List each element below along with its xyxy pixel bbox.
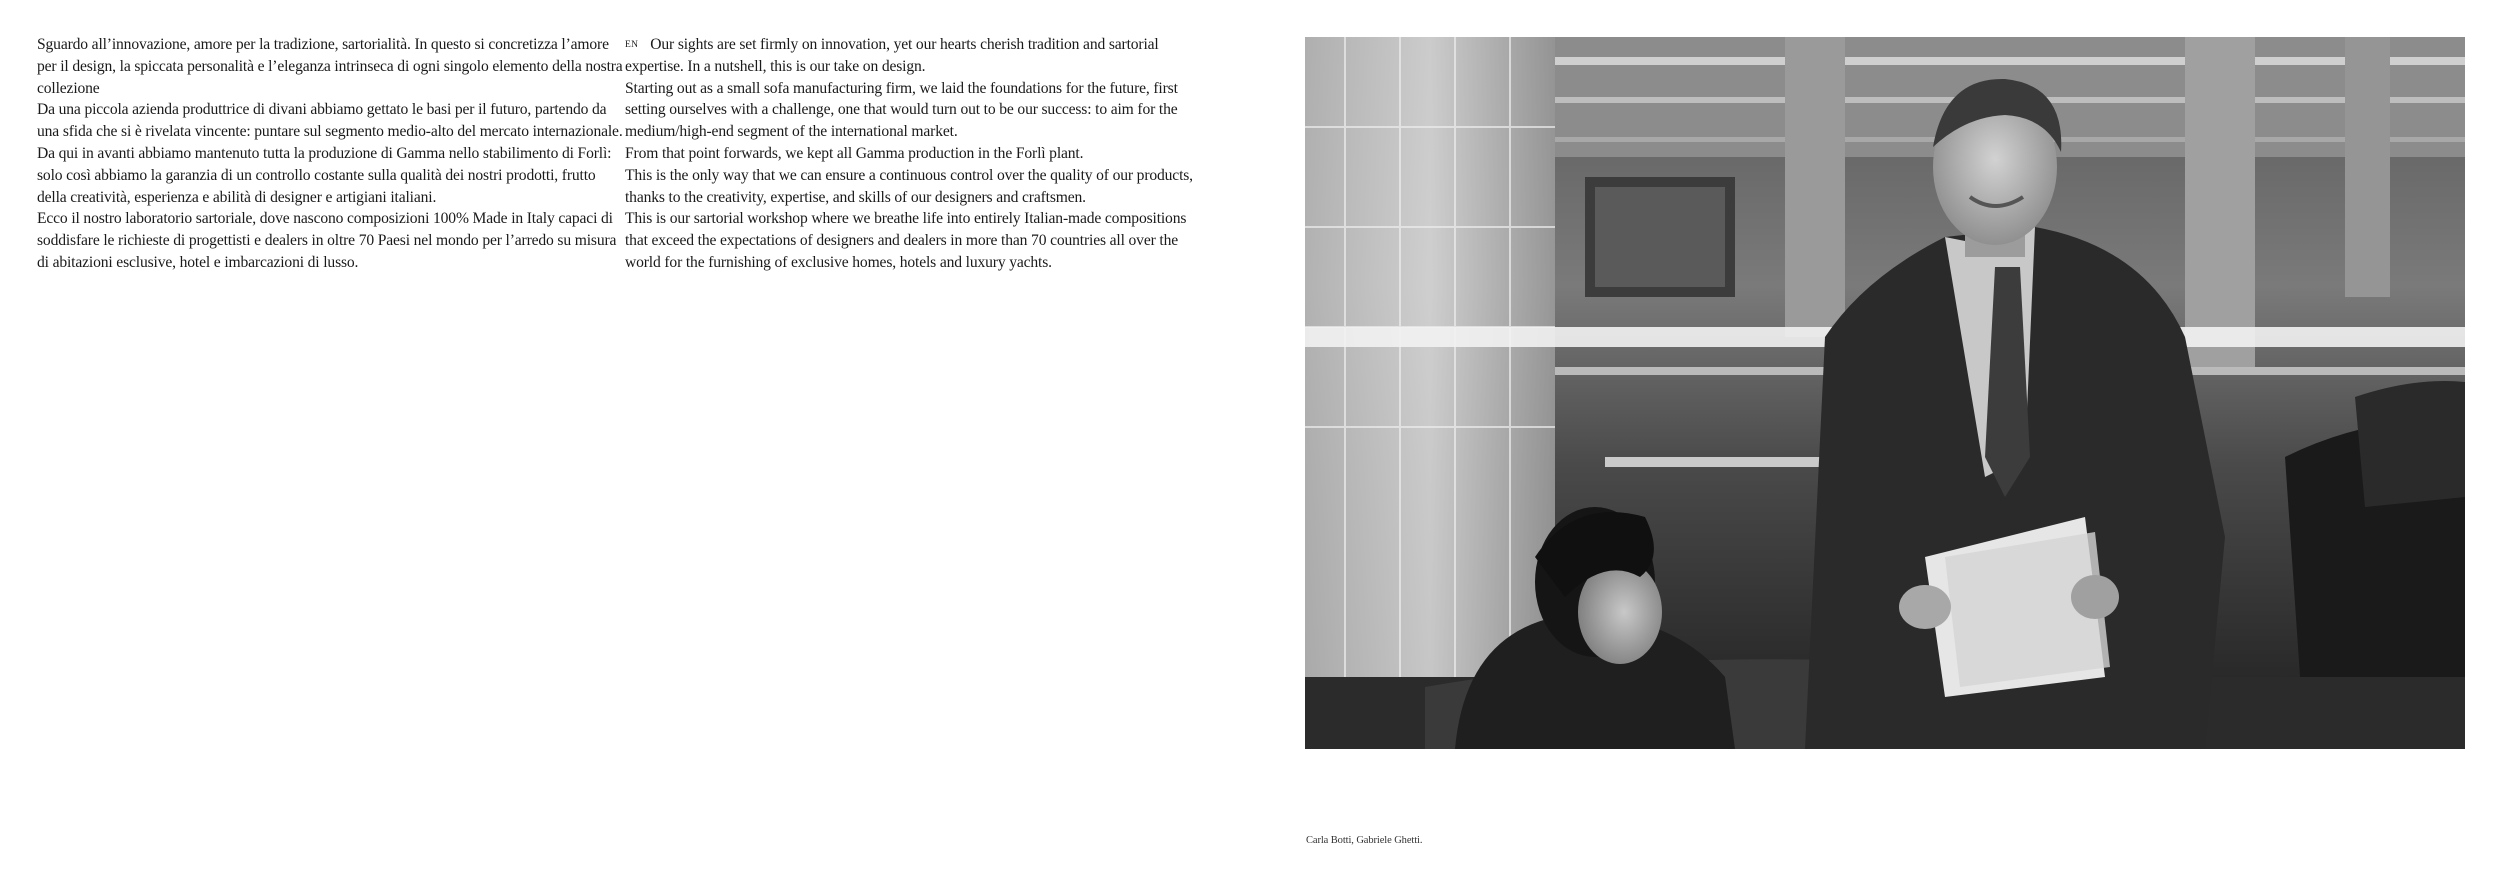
english-paragraph-2: Starting out as a small sofa manufacturing firm, we laid the foundations for the future, first setting ourselves with a challenge, one that would turn out to be our success: to aim for the medium/high-end segment of the international market. xyxy=(625,79,1178,141)
english-paragraph-1-text: Our sights are set firmly on innovation, yet our hearts cherish tradition and sartorial expertise. In a nutshell, this is our take on design. xyxy=(625,36,1159,75)
english-paragraph-1 xyxy=(625,34,1210,78)
english-paragraph-4: This is the only way that we can ensure a continuous control over the quality of our products, thanks to the creativity, expertise, and skills of our designers and craftsmen. xyxy=(625,166,1193,206)
language-tag-en: EN xyxy=(625,40,639,50)
italian-paragraph-1: Sguardo all’innovazione, amore per la tradizione, sartorialità. In questo si concretizza l’amore per il design, la spiccata personalità e l’eleganza intrinseca di ogni singolo elemento della nostra collezione xyxy=(37,36,623,97)
english-text-column xyxy=(625,34,1210,274)
workshop-photo xyxy=(1305,37,2465,749)
workshop-photo-illustration xyxy=(1305,37,2465,749)
italian-paragraph-2: Da una piccola azienda produttrice di divani abbiamo gettato le basi per il futuro, partendo da una sfida che si è rivelata vincente: puntare sul segmento medio-alto del mercato internazionale. Da qui in avanti abbiamo mantenuto tutta la produzione di Gamma nello stabilimento di Forlì: solo così abbiamo la garanzia di un controllo costante sulla qualità dei nostri prodotti, frutto della creatività, esperienza e abilità di designer e artigiani italiani. xyxy=(37,101,623,206)
italian-paragraph-3: Ecco il nostro laboratorio sartoriale, dove nascono composizioni 100% Made in Italy capaci di soddisfare le richieste di progettisti e dealers in oltre 70 Paesi nel mondo per l’arredo su misura di abitazioni esclusive, hotel e imbarcazioni di lusso. xyxy=(37,210,617,271)
photo-caption: Carla Botti, Gabriele Ghetti. xyxy=(1306,835,1423,846)
english-paragraph-5: This is our sartorial workshop where we breathe life into entirely Italian-made compositions that exceed the expectations of designers and dealers in more than 70 countries all over the world for the furnishing of exclusive homes, hotels and luxury yachts. xyxy=(625,210,1187,271)
italian-text-column xyxy=(37,34,625,274)
english-paragraph-3: From that point forwards, we kept all Gamma production in the Forlì plant. xyxy=(625,144,1084,162)
